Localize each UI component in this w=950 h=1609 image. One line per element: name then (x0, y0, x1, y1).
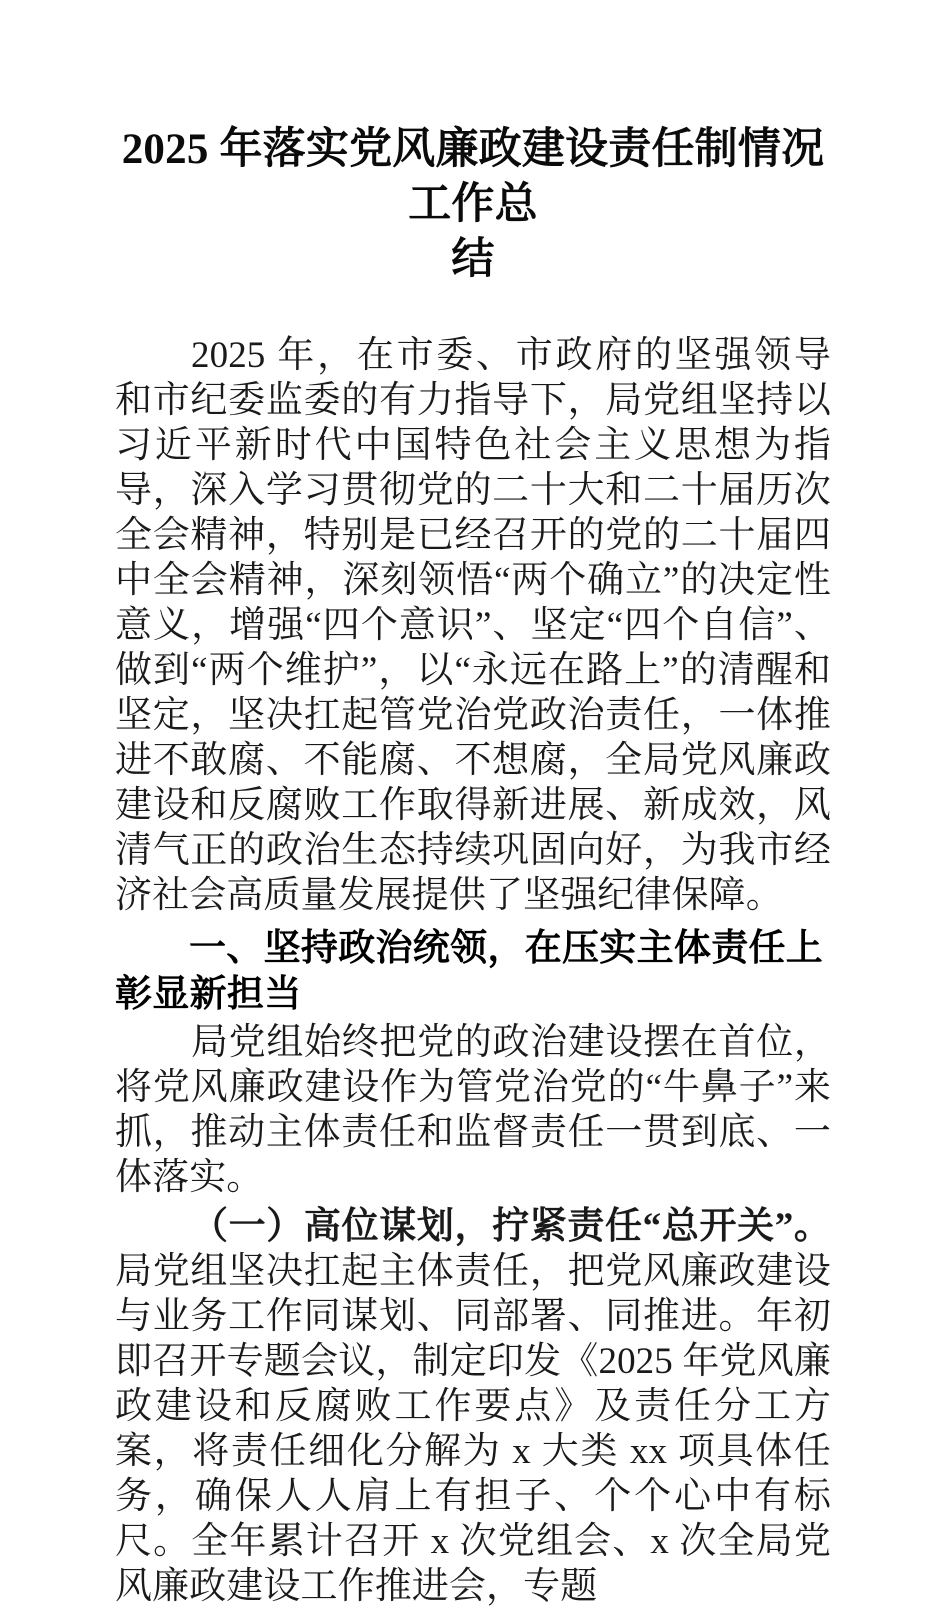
page-title (115, 0, 831, 287)
document-body (115, 0, 831, 1609)
page-title-line-1: 2025 年落实党风廉政建设责任制情况工作总 (121, 126, 825, 228)
paragraph-opening: 2025 年，在市委、市政府的坚强领导和市纪委监委的有力指导下，局党组坚持以习近平新时代中国特色社会主义思想为指导，深入学习贯彻党的二十大和二十届历次全会精神，特别是已经召开的党的二十届四中全会精神，深刻领悟“两个确立”的决定性意义，增强“四个意识”、坚定“四个自信”、做到“两个维护”，以“永远在路上”的清醒和坚定，坚决扛起管党治党政治责任，一体推进不敢腐、不能腐、不想腐，全局党风廉政建设和反腐败工作取得新进展、新成效，风清气正的政治生态持续巩固向好，为我市经济社会高质量发展提供了坚强纪律保障。 (115, 335, 831, 916)
paragraph-item-one (115, 1204, 831, 1609)
item-one-lead: （一）高位谋划，拧紧责任“总开关”。 (191, 1206, 831, 1247)
item-one-body: 局党组坚决扛起主体责任，把党风廉政建设与业务工作同谋划、同部署、同推进。年初即召开专题会议，制定印发《2025 年党风廉政建设和反腐败工作要点》及责任分工方案，将责任细化分解为 x 大类 xx 项具体任务，确保人人肩上有担子、个个心中有标尺。全年累计召开 x 次党组会、x 次全局党风廉政建设工作推进会，专题 (115, 1251, 831, 1607)
page-title-line-2: 结 (451, 236, 495, 283)
section-heading-one: 一、坚持政治统领，在压实主体责任上彰显新担当 (115, 927, 824, 1014)
paragraph-section-one-intro: 局党组始终把党的政治建设摆在首位，将党风廉政建设作为管党治党的“牛鼻子”来抓，推动主体责任和监督责任一贯到底、一体落实。 (115, 1022, 831, 1198)
